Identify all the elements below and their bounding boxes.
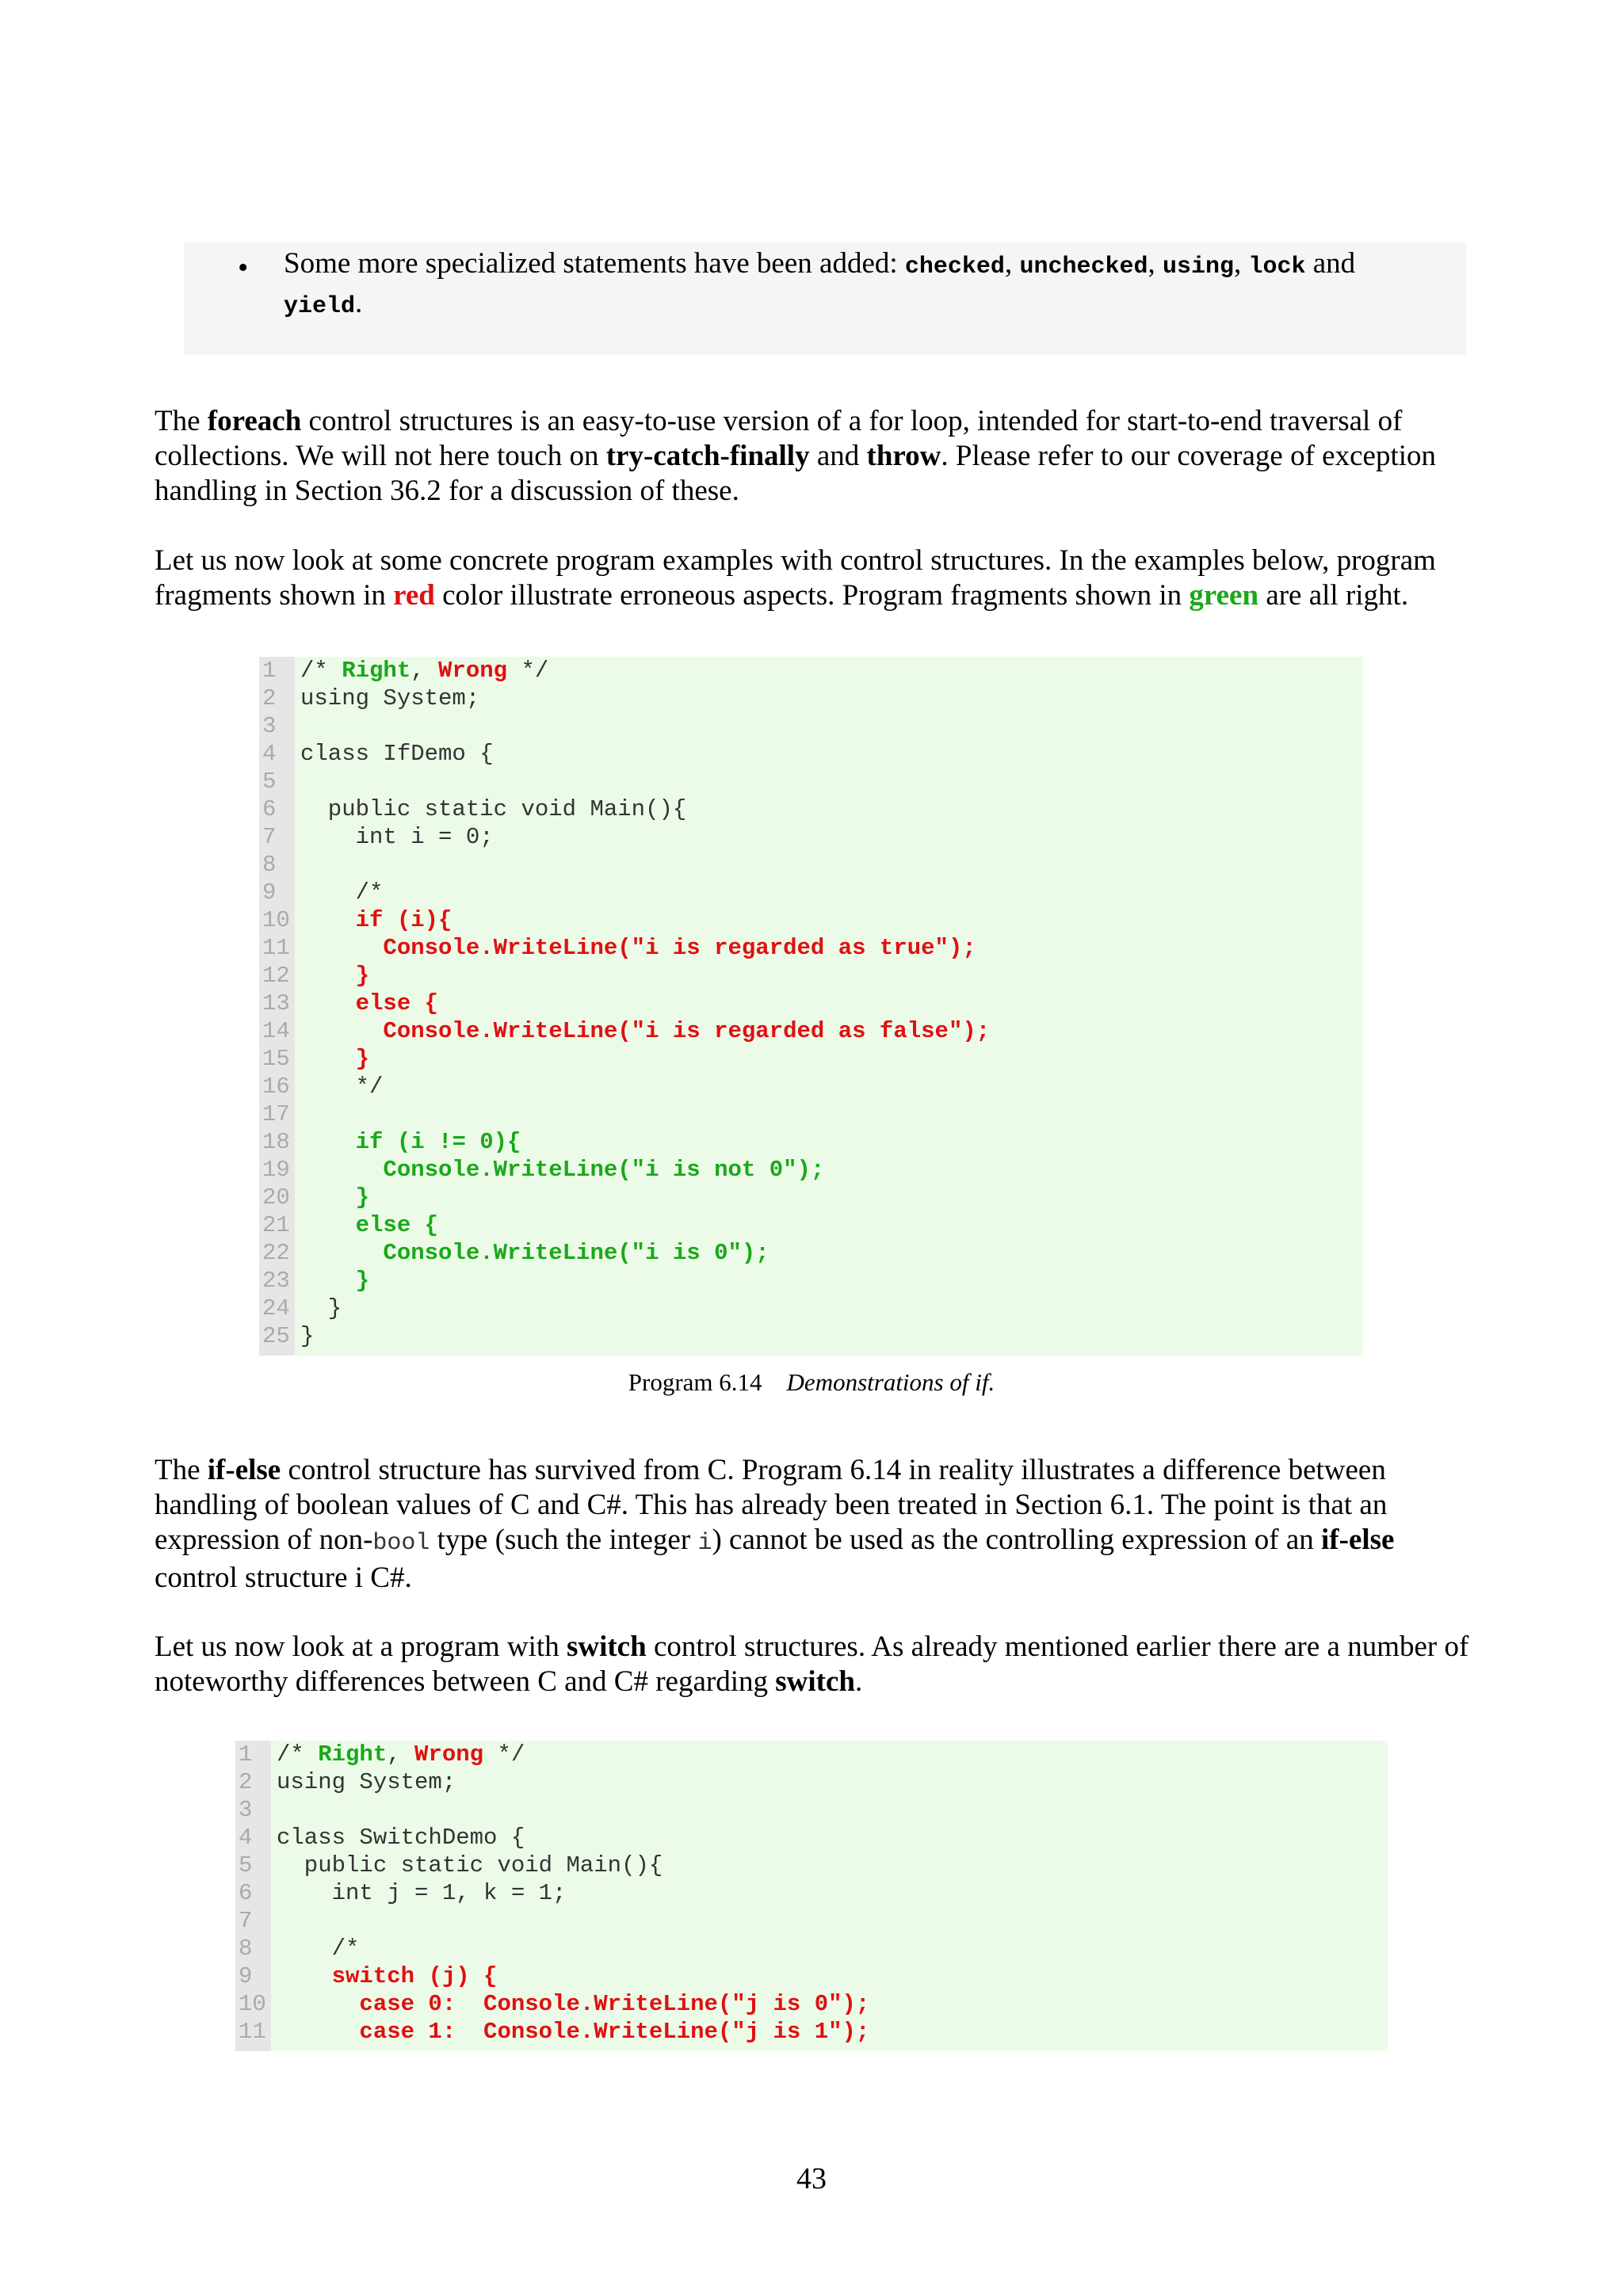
code-line [235,1907,1388,1935]
plain-code [277,1991,359,2017]
code-text [300,823,494,851]
erroneous-code: } [355,963,370,989]
keyword-unchecked: unchecked [1019,254,1148,280]
line-number: 7 [239,1908,253,1934]
plain-code: , [411,658,439,684]
line-number: 22 [262,1240,290,1266]
code-text [300,685,479,712]
code-line [259,657,1363,685]
code-line [235,2018,1388,2046]
line-number: 21 [262,1212,290,1238]
plain-code [300,1240,383,1266]
code-text [300,1156,824,1184]
bold-term: foreach [207,405,302,437]
code-line [259,1073,1363,1100]
code-line [259,795,1363,823]
code-line [259,879,1363,906]
paragraph-if-else [155,1453,1470,1596]
text: type (such the integer [430,1524,698,1556]
code-text [277,1824,525,1852]
code-line [235,1768,1388,1796]
bold-term: try-catch-finally [605,440,810,472]
keyword-yield: yield [284,293,356,320]
code-line [259,1017,1363,1045]
inline-code: bool [372,1530,430,1557]
bold-term: if-else [207,1454,281,1486]
line-number: 4 [239,1825,253,1851]
plain-code: int j = 1, k = 1; [277,1880,567,1906]
line-number: 14 [262,1018,290,1044]
code-line [259,712,1363,740]
plain-code [300,1018,383,1044]
code-text [300,1073,383,1100]
plain-code: using System; [277,1769,456,1795]
code-line [259,1128,1363,1156]
line-number: 10 [239,1991,266,2017]
paragraph-switch [155,1630,1470,1699]
code-line [235,1962,1388,1990]
code-line [259,1211,1363,1239]
code-text [300,1045,369,1073]
plain-code: , [387,1741,415,1768]
line-number: 5 [262,769,277,795]
text: The [155,405,208,437]
line-number: 6 [239,1880,253,1906]
code-block-switchdemo [235,1741,1388,2051]
code-line [259,962,1363,990]
code-line [259,1267,1363,1295]
line-number: 16 [262,1074,290,1100]
line-number: 9 [239,1963,253,1989]
line-number: 3 [239,1797,253,1823]
plain-code [300,963,356,989]
code-line [259,1295,1363,1322]
plain-code: */ [483,1741,525,1768]
code-line [235,1990,1388,2018]
text: . [855,1665,863,1698]
text: control structure i C#. [155,1562,412,1594]
code-text [300,1295,342,1322]
plain-code [300,907,356,933]
line-number: 12 [262,963,290,989]
green-word: green [1189,579,1259,612]
code-line [259,1184,1363,1211]
line-number: 23 [262,1268,290,1294]
period: . [355,287,363,319]
code-line [259,768,1363,795]
code-line [259,906,1363,934]
code-text [300,1128,521,1156]
keyword-using: using [1162,254,1234,280]
line-number: 6 [262,796,277,822]
plain-code [300,1184,356,1211]
plain-code: public static void Main(){ [277,1852,663,1878]
line-number: 8 [239,1936,253,1962]
page-number: 43 [796,2162,827,2195]
plain-code: int i = 0; [300,824,494,850]
caption-title: Demonstrations of if. [786,1368,995,1396]
erroneous-code: else { [355,990,439,1016]
text: The [155,1454,208,1486]
plain-code: */ [507,658,549,684]
bold-term: switch [775,1665,855,1698]
code-text [300,657,548,685]
erroneous-code: Wrong [438,658,508,684]
code-text [300,740,494,768]
correct-code: else { [355,1212,439,1238]
bold-term: switch [566,1630,647,1663]
code-text [277,1990,869,2018]
line-number: 2 [239,1769,253,1795]
code-text [300,990,438,1017]
code-text [277,1852,663,1879]
keyword-lock: lock [1248,254,1306,280]
erroneous-code: case 0: Console.WriteLine("j is 0"); [359,1991,870,2017]
erroneous-code: Console.WriteLine("i is regarded as true"); [383,935,976,961]
caption-label: Program 6.14 [628,1368,762,1396]
erroneous-code: Console.WriteLine("i is regarded as false"); [383,1018,991,1044]
inline-code: i [697,1530,712,1557]
plain-code [300,1129,356,1155]
line-number: 18 [262,1129,290,1155]
code-line [235,1852,1388,1879]
text: and [809,440,867,472]
line-number: 2 [262,685,277,711]
code-line [235,1824,1388,1852]
line-number: 5 [239,1852,253,1878]
line-number: 15 [262,1046,290,1072]
code-text [300,795,686,823]
text: control structures. As already mentioned earlier there are a number of noteworthy differences between C and C# regarding [155,1630,1469,1698]
code-text [277,1962,497,1990]
text: ) cannot be used as the controlling expression of an [712,1524,1322,1556]
line-number: 8 [262,852,277,878]
line-number: 1 [262,658,277,684]
line-number: 17 [262,1101,290,1127]
separator: , [1004,247,1020,280]
code-line [259,823,1363,851]
plain-code: /* [277,1741,319,1768]
paragraph-foreach [155,404,1470,509]
correct-code: Right [318,1741,388,1768]
code-text [277,1741,525,1768]
plain-code: using System; [300,685,480,711]
text: Let us now look at some concrete program examples with control structures. In the examples below, program fragments shown in [155,544,1436,612]
code-line [259,1100,1363,1128]
line-number: 24 [262,1295,290,1322]
code-text [277,1768,456,1796]
code-text [300,879,383,906]
correct-code: if (i != 0){ [355,1129,521,1155]
text: control structures is an easy-to-use version of a for loop, intended for start-to-end traversal of collections. We will not here touch on [155,405,1403,472]
text: color illustrate erroneous aspects. Program fragments shown in [434,579,1190,612]
code-line [235,1879,1388,1907]
separator: , [1148,247,1163,280]
erroneous-code: } [355,1046,370,1072]
code-text [300,934,976,962]
bullet-text-lead: Some more specialized statements have been added: [284,247,905,280]
plain-code: public static void Main(){ [300,796,687,822]
code-text [277,1935,359,1962]
plain-code [277,1963,332,1989]
code-text [300,906,452,934]
program-caption [0,1368,1623,1397]
plain-code: /* [300,879,384,906]
plain-code [277,2019,359,2045]
code-line [259,851,1363,879]
code-text [300,962,369,990]
plain-code: class SwitchDemo { [277,1825,525,1851]
correct-code: } [355,1268,370,1294]
code-text [300,1267,369,1295]
line-number: 10 [262,907,290,933]
plain-code [300,1212,356,1238]
code-line [259,685,1363,712]
paragraph-examples [155,543,1470,613]
bullet-marker: • [238,251,249,284]
line-number: 4 [262,741,277,767]
code-text [300,1211,438,1239]
line-number: 19 [262,1157,290,1183]
red-word: red [393,579,435,612]
plain-code: /* [300,658,342,684]
correct-code: Console.WriteLine("i is not 0"); [383,1157,825,1183]
line-number: 20 [262,1184,290,1211]
plain-code [300,990,356,1016]
text: . Please refer to our coverage of exception handling in Section 36.2 for a discussion of these. [155,440,1436,507]
erroneous-code: case 1: Console.WriteLine("j is 1"); [359,2019,870,2045]
plain-code: class IfDemo { [300,741,494,767]
correct-code: } [355,1184,370,1211]
code-line [259,1322,1363,1350]
code-text [277,1879,566,1907]
plain-code [300,1046,356,1072]
plain-code [300,1268,356,1294]
code-line [235,1935,1388,1962]
code-line [259,740,1363,768]
code-line [259,934,1363,962]
code-line [259,1045,1363,1073]
line-number: 11 [239,2019,266,2045]
line-number: 11 [262,935,290,961]
plain-code [300,935,383,961]
code-line [259,1239,1363,1267]
text: control structure has survived from C. Program 6.14 in reality illustrates a difference between handling of boolean values of C and C#. This has already been treated in Section 6.1. The point is that an expression of non- [155,1454,1388,1556]
plain-code: /* [277,1936,360,1962]
code-text [300,1239,769,1267]
erroneous-code: switch (j) { [331,1963,498,1989]
bullet-text [284,246,1457,325]
conjunction: and [1305,247,1356,280]
line-number: 7 [262,824,277,850]
separator: , [1233,247,1249,280]
code-line [235,1741,1388,1768]
line-number: 25 [262,1323,290,1349]
code-text [300,1017,990,1045]
line-number: 13 [262,990,290,1016]
correct-code: Right [342,658,411,684]
plain-code: } [300,1323,315,1349]
text: are all right. [1258,579,1409,612]
keyword-checked: checked [904,254,1005,280]
erroneous-code: if (i){ [355,907,453,933]
plain-code: */ [300,1074,384,1100]
code-text [300,1184,369,1211]
bold-term: throw [866,440,941,472]
code-block-ifdemo [259,657,1363,1356]
plain-code: } [300,1295,342,1322]
code-line [259,990,1363,1017]
code-line [235,1796,1388,1824]
line-number: 9 [262,879,277,906]
bold-term: if-else [1321,1524,1395,1556]
erroneous-code: Wrong [414,1741,484,1768]
code-line [259,1156,1363,1184]
line-number: 1 [239,1741,253,1768]
correct-code: Console.WriteLine("i is 0"); [383,1240,769,1266]
code-text [300,1322,314,1350]
text: Let us now look at a program with [155,1630,567,1663]
line-number: 3 [262,713,277,739]
code-text [277,2018,869,2046]
plain-code [300,1157,383,1183]
